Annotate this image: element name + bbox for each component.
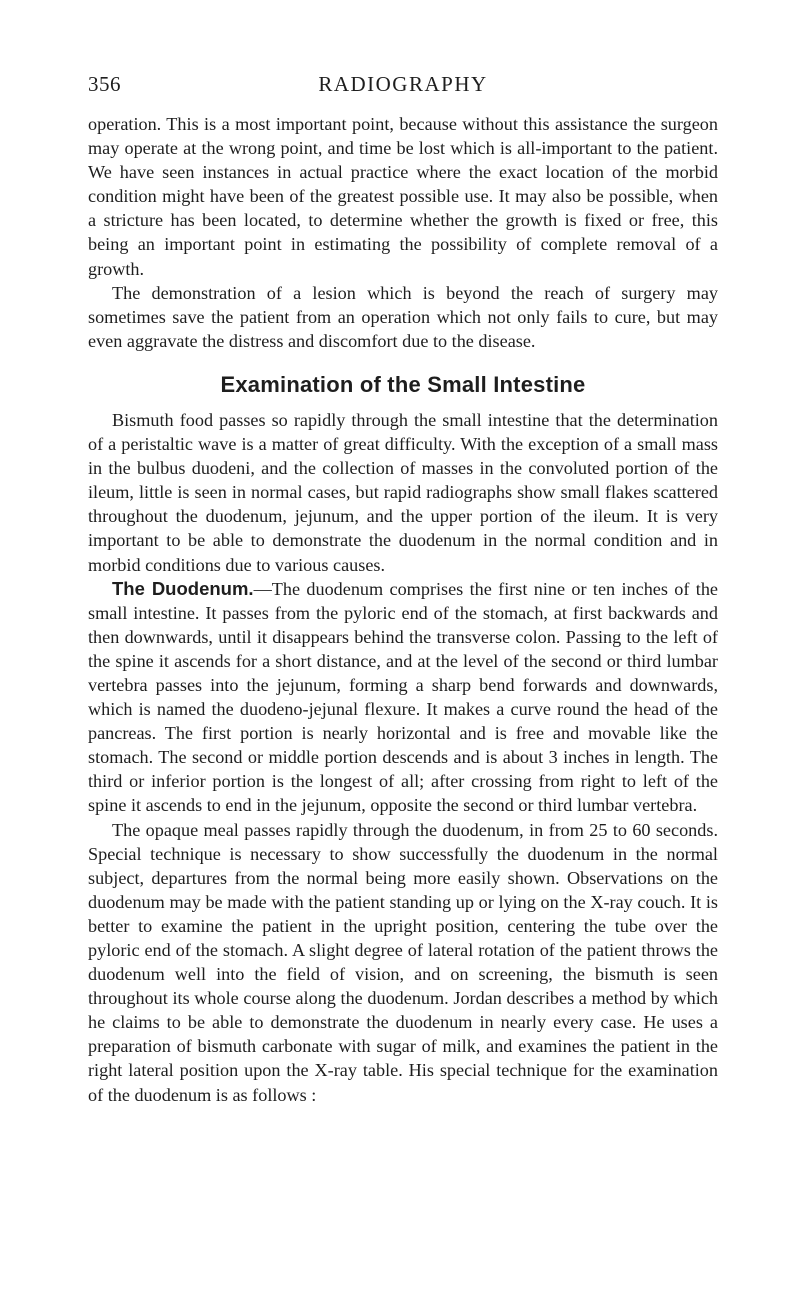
running-head: [88, 72, 718, 102]
paragraph-bismuth-food: Bismuth food passes so rapidly through the small intestine that the determination of a peristaltic wave is a matter of great difficulty. With the exception of a small mass in the bulbus duodeni, and the collection of masses in the convoluted portion of the ileum, little is seen in normal cases, but rapid radiographs show small flakes scattered throughout the duodenum, jejunum, and the upper portion of the ileum. It is very important to be able to demonstrate the duodenum in the normal condition and in morbid conditions due to various causes.: [88, 409, 718, 575]
paragraph-opaque-meal: The opaque meal passes rapidly through the duodenum, in from 25 to 60 seconds. Special technique is necessary to show successfully the duodenum in the normal subject, departures from the normal being more easily shown. Observations on the duodenum may be made with the patient standing up or lying on the X-ray couch. It is better to examine the patient in the upright position, centering the tube over the pyloric end of the stomach. A slight degree of lateral rotation of the patient throws the duodenum well into the field of vision, and on screening, the bismuth is seen throughout its whole course along the duodenum. Jordan describes a method by which he claims to be able to demonstrate the duodenum in nearly every case. He uses a preparation of bismuth carbonate with sugar of milk, and examines the patient in the right lateral position upon the X-ray table. His special technique for the examination of the duodenum is as follows :: [88, 819, 718, 1105]
paragraph-duodenum: [88, 577, 718, 818]
running-title: RADIOGRAPHY: [318, 72, 488, 96]
body-text: [88, 112, 718, 1107]
run-in-heading: The Duodenum.: [112, 577, 254, 599]
section-heading: Examination of the Small Intestine: [220, 371, 586, 397]
page-number: 356: [88, 72, 121, 96]
paragraph-continued: operation. This is a most important point, because without this assistance the surgeon may operate at the wrong point, and time be lost which is all-important to the patient. We have seen instances in actual practice where the exact location of the morbid condition might have been of the greatest possible use. It may also be possible, when a stricture has been located, to determine whether the growth is fixed or free, this being an important point in estimating the possibility of complete removal of a growth.: [88, 114, 718, 279]
paragraph-lesion-demonstration: The demonstration of a lesion which is beyond the reach of surgery may sometimes save the patient from an operation which not only fails to cure, but may even aggravate the distress and discomfort due to the disease.: [88, 282, 718, 351]
paragraph-duodenum-text: —The duodenum comprises the first nine or ten inches of the small intestine. It passes from the pyloric end of the stomach, at first backwards and then downwards, until it disappears behind the transverse colon. Passing to the left of the spine it ascends for a short distance, and at the level of the second or third lumbar vertebra passes into the jejunum, forming a sharp bend forwards and downwards, which is named the duodeno-jejunal flexure. It makes a curve round the head of the pancreas. The first portion is nearly horizontal and is free and movable like the stomach. The second or middle portion descends and is about 3 inches in length. The third or inferior portion is the longest of all; after crossing from right to left of the spine it ascends to end in the jejunum, opposite the second or third lumbar vertebra.: [88, 578, 718, 816]
